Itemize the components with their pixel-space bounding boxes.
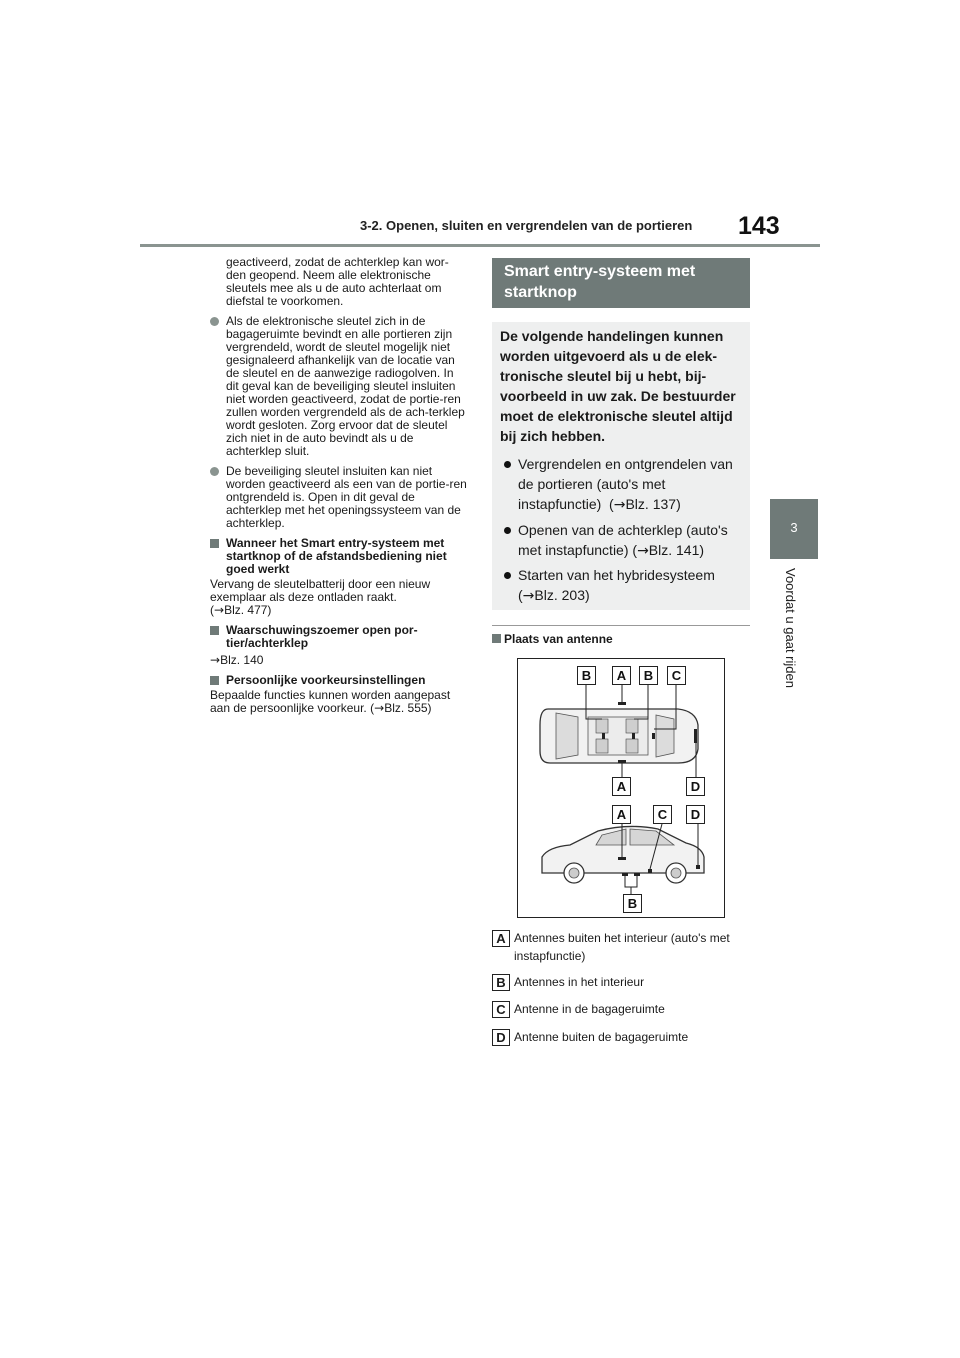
legend-key: D <box>492 1029 510 1046</box>
page-ref-link[interactable]: Blz. 477 <box>224 603 268 617</box>
left-column <box>210 256 468 722</box>
bullet-dot-icon <box>210 467 219 476</box>
subheading-text: Waarschuwingszoemer open por-tier/achterklep <box>226 623 418 650</box>
section-divider <box>492 625 750 626</box>
legend-key: B <box>492 974 510 991</box>
legend-text: Antennes in het interieur <box>514 975 645 989</box>
subheading <box>210 674 468 687</box>
diagram-label: B <box>639 666 658 685</box>
bullet-dot-icon <box>504 461 511 468</box>
info-box-intro: De volgende handelingen kunnen worden uitgevoerd als u de elek-tronische sleutel bij u hebt, bij-voorbeeld in uw zak. De bestuurder moet de elektronische sleutel altijd bij zich hebben. <box>500 328 736 444</box>
diagram-label: B <box>577 666 596 685</box>
page-ref-link[interactable]: Blz. 555 <box>384 701 428 715</box>
diagram-label: A <box>612 805 631 824</box>
ref-arrow: → <box>613 497 626 513</box>
chapter-label: Voordat u gaat rijden <box>783 568 798 688</box>
section-body: Vervang de sleutelbatterij door een nieuw exemplaar als deze ontladen raakt. (→Blz. 477) <box>210 577 431 617</box>
chapter-number: 3 <box>790 520 798 535</box>
ref-arrow: → <box>214 603 225 617</box>
legend-key: A <box>492 930 510 947</box>
square-bullet-icon <box>210 676 219 685</box>
subheading-text: Wanneer het Smart entry-systeem met startknop of de afstandsbediening niet goed werkt <box>226 536 447 576</box>
ref-arrow: → <box>522 588 535 604</box>
info-list-item: Openen van de achterklep (auto's met instapfunctie) (→Blz. 141) <box>500 520 740 561</box>
square-bullet-icon <box>210 626 219 635</box>
banner-title: Smart entry-systeem met startknop <box>504 263 696 301</box>
header-divider <box>140 244 820 247</box>
ref-arrow: → <box>374 701 385 715</box>
section-body <box>210 654 468 667</box>
ref-arrow: → <box>210 653 221 667</box>
info-item-text: Vergrendelen en ontgrendelen van de portieren (auto's met instapfunctie) <box>518 456 733 512</box>
diagram-label: A <box>612 777 631 796</box>
square-bullet-icon <box>492 634 501 643</box>
legend-item <box>492 929 750 965</box>
info-list-item: Starten van het hybridesysteem (→Blz. 203) <box>500 565 740 606</box>
diagram-label: D <box>686 777 705 796</box>
diagram-label: D <box>686 805 705 824</box>
info-list-item: Vergrendelen en ontgrendelen van de portieren (auto's met instapfunctie) (→Blz. 137) <box>500 454 740 515</box>
page-number: 143 <box>738 212 780 240</box>
bullet-dot-icon <box>504 527 511 534</box>
diagram-label: C <box>667 666 686 685</box>
side-tab-divider <box>770 244 818 247</box>
square-bullet-icon <box>210 539 219 548</box>
section-body: Bepaalde functies kunnen worden aangepast aan de persoonlijke voorkeur. (→Blz. 555) <box>210 688 451 715</box>
diagram-label: C <box>653 805 672 824</box>
section-title: 3-2. Openen, sluiten en vergrendelen van de portieren <box>360 218 693 233</box>
bullet-item <box>210 315 468 458</box>
antenna-location-diagram <box>517 658 725 918</box>
legend-item <box>492 1028 750 1046</box>
page-ref-link[interactable]: Blz. 140 <box>220 653 264 667</box>
ref-arrow: → <box>637 543 649 559</box>
legend-text: Antennes buiten het interieur (auto's met instapfunctie) <box>514 931 730 963</box>
subheading <box>210 537 468 576</box>
legend-key: C <box>492 1001 510 1018</box>
legend-item <box>492 973 750 991</box>
diagram-label: A <box>612 666 631 685</box>
subheading <box>210 624 468 650</box>
bullet-dot-icon <box>210 317 219 326</box>
subheading-text: Persoonlijke voorkeursinstellingen <box>226 673 426 687</box>
page-ref-link[interactable]: Blz. 203 <box>534 587 585 603</box>
subheading <box>492 632 613 646</box>
page-ref-link[interactable]: Blz. 141 <box>648 542 700 558</box>
page-ref-link[interactable]: Blz. 137 <box>625 496 677 512</box>
subheading-text: Plaats van antenne <box>504 632 613 646</box>
bullet-text: Als de elektronische sleutel zich in de bagageruimte bevindt en alle portieren zijn vergrendeld, wordt de sleutel mogelijk niet gesignaleerd afhankelijk van de locatie van de sleutel en de aanwezige radiogolven. In dit geval kan de beveiliging sleutel insluiten niet worden geactiveerd, zodat de portie-ren zullen worden vergrendeld als de ach-terklep wordt gesloten. Zorg ervoor dat de sleutel zich niet in de auto bevindt als u de achterklep sluit. <box>226 314 465 458</box>
legend-item <box>492 1000 750 1018</box>
section-body-text: Vervang de sleutelbatterij door een nieuw exemplaar als deze ontladen raakt. <box>210 577 431 604</box>
bullet-text: De beveiliging sleutel insluiten kan niet worden geactiveerd als een van de portie-ren ontgrendeld is. Open in dit geval de achterklep met het openingssysteem van de achterklep. <box>226 464 467 530</box>
diagram-label: B <box>623 894 642 913</box>
bullet-item <box>210 465 468 530</box>
legend-text: Antenne in de bagageruimte <box>514 1002 665 1016</box>
bullet-dot-icon <box>504 572 511 579</box>
continued-paragraph: geactiveerd, zodat de achterklep kan wor-den geopend. Neem alle elektronische sleutels mee als u de auto achterlaat om diefstal te voorkomen. <box>226 255 449 308</box>
section-body-text: Bepaalde functies kunnen worden aangepast aan de persoonlijke voorkeur. <box>210 688 451 715</box>
legend-text: Antenne buiten de bagageruimte <box>514 1030 689 1044</box>
info-item-text: Starten van het hybridesysteem <box>518 567 715 583</box>
info-item-text: Openen van de achterklep (auto's met instapfunctie) <box>518 522 728 558</box>
